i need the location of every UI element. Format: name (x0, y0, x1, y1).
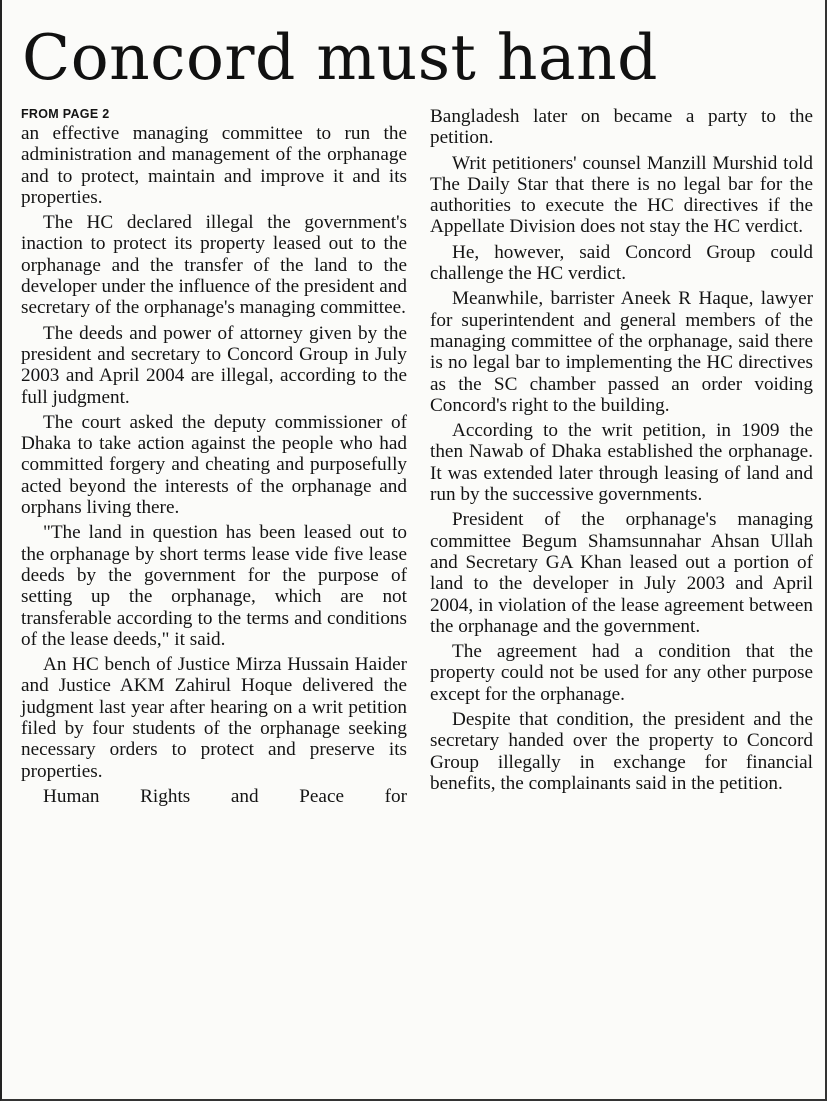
paragraph: The agreement had a condition that the property could not be used for any other purpose except for the orphanage. (430, 641, 813, 705)
paragraph: According to the writ petition, in 1909 the then Nawab of Dhaka established the orphanage. It was extended later through leasing of land and run by the successive governments. (430, 420, 813, 506)
paragraph: The deeds and power of attorney given by the president and secretary to Concord Group in July 2003 and April 2004 are illegal, according to the full judgment. (21, 322, 407, 408)
paragraph: Despite that condition, the president and the secretary handed over the property to Concord Group illegally in exchange for financial benefits, the complainants said in the petition. (430, 709, 813, 794)
paragraph: Meanwhile, barrister Aneek R Haque, lawyer for superintendent and general members of the managing committee of the orphanage, said there is no legal bar to implementing the HC directives as the SC chamber passed an order voiding Concord's right to the building. (430, 288, 813, 416)
headline: Concord must hand (22, 21, 658, 94)
paragraph: Bangladesh later on became a party to the petition. (430, 106, 813, 149)
paragraph: an effective managing committee to run the administration and management of the orphanage and to protect, maintain and improve it and its properties. (21, 123, 407, 208)
paragraph: The court asked the deputy commissioner of Dhaka to take action against the people who had committed forgery and cheating and purposefully acted beyond the interests of the orphanage and orphans living there. (21, 411, 407, 519)
continuation-kicker: FROM PAGE 2 (21, 107, 110, 121)
paragraph: President of the orphanage's managing committee Begum Shamsunnahar Ahsan Ullah and Secretary GA Khan leased out a portion of land to the developer in July 2003 and April 2004, in violation of the lease agreement between the orphanage and the government. (430, 509, 813, 637)
article-column-left (21, 106, 407, 811)
paragraph: The HC declared illegal the government's inaction to protect its property leased out to the orphanage and the transfer of the land to the developer under the influence of the president and secretary of the orphanage's managing committee. (21, 212, 407, 319)
article-column-right (430, 106, 813, 798)
paragraph: Writ petitioners' counsel Manzill Murshid told The Daily Star that there is no legal bar for the authorities to execute the HC directives if the Appellate Division does not stay the HC verdict. (430, 152, 813, 238)
quote-paragraph: "The land in question has been leased out to the orphanage by short terms lease vide five lease deeds by the government for the purpose of setting up the orphanage, which are not transferable according to the terms and conditions of the lease deeds," it said. (21, 522, 407, 650)
paragraph: An HC bench of Justice Mirza Hussain Haider and Justice AKM Zahirul Hoque delivered the judgment last year after hearing on a writ petition filed by four students of the orphanage seeking necessary orders to protect and preserve its properties. (21, 654, 407, 782)
paragraph: Human Rights and Peace for (43, 785, 407, 807)
paragraph: He, however, said Concord Group could challenge the HC verdict. (430, 241, 813, 285)
